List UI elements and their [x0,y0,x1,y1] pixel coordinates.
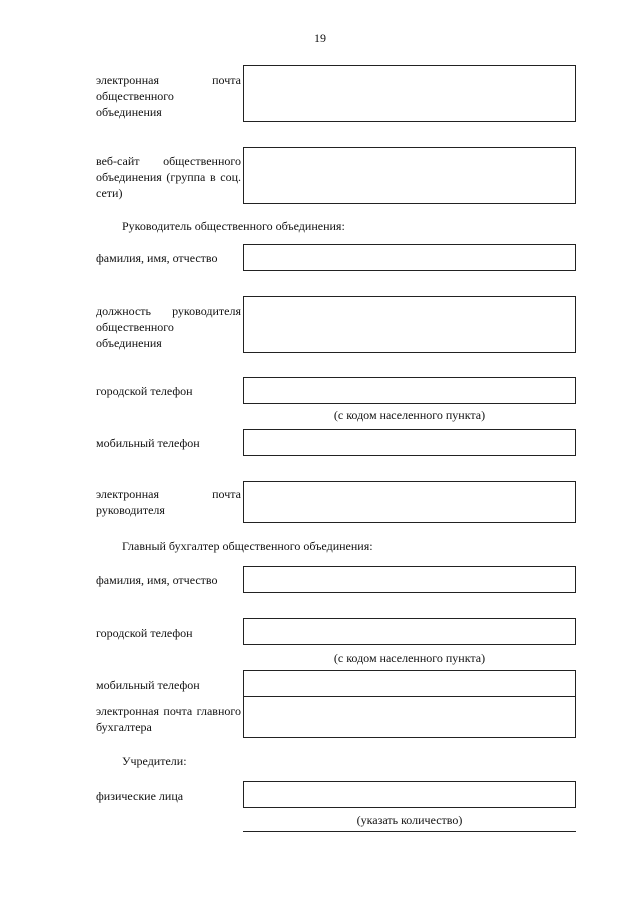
head-position-label: должность руководителя общественного объединения [96,304,241,350]
head-section-title: Руководитель общественного объединения: [122,219,345,233]
founders-individuals-field[interactable] [243,781,576,808]
accountant-city-phone-label: городской телефон [96,626,193,640]
head-city-phone-label: городской телефон [96,384,193,398]
accountant-section-title: Главный бухгалтер общественного объединения: [122,539,373,553]
accountant-email-label: электронная почта главного бухгалтера [96,704,241,734]
head-city-phone-note: (с кодом населенного пункта) [333,408,486,422]
accountant-email-field[interactable] [243,696,576,738]
accountant-full-name-field[interactable] [243,566,576,593]
org-website-label: веб-сайт общественного объединения (группа в соц. сети) [96,154,241,200]
page-number: 19 [314,31,326,45]
founders-individuals-label: физические лица [96,789,184,803]
org-email-label: электронная почта общественного объединения [96,73,241,119]
org-website-field[interactable] [243,147,576,204]
accountant-city-phone-note: (с кодом населенного пункта) [333,651,486,665]
head-city-phone-field[interactable] [243,377,576,404]
accountant-mobile-phone-label: мобильный телефон [96,678,200,692]
founders-section-title: Учредители: [122,754,187,768]
org-email-field[interactable] [243,65,576,122]
accountant-full-name-label: фамилия, имя, отчество [96,573,218,587]
accountant-city-phone-field[interactable] [243,618,576,645]
head-full-name-field[interactable] [243,244,576,271]
head-full-name-label: фамилия, имя, отчество [96,251,218,265]
head-email-field[interactable] [243,481,576,523]
founders-underline [243,831,576,832]
head-position-field[interactable] [243,296,576,353]
head-mobile-phone-field[interactable] [243,429,576,456]
accountant-mobile-phone-field[interactable] [243,670,576,697]
head-email-label: электронная почта руководителя [96,487,241,517]
founders-individuals-note: (указать количество) [356,813,463,827]
head-mobile-phone-label: мобильный телефон [96,436,200,450]
